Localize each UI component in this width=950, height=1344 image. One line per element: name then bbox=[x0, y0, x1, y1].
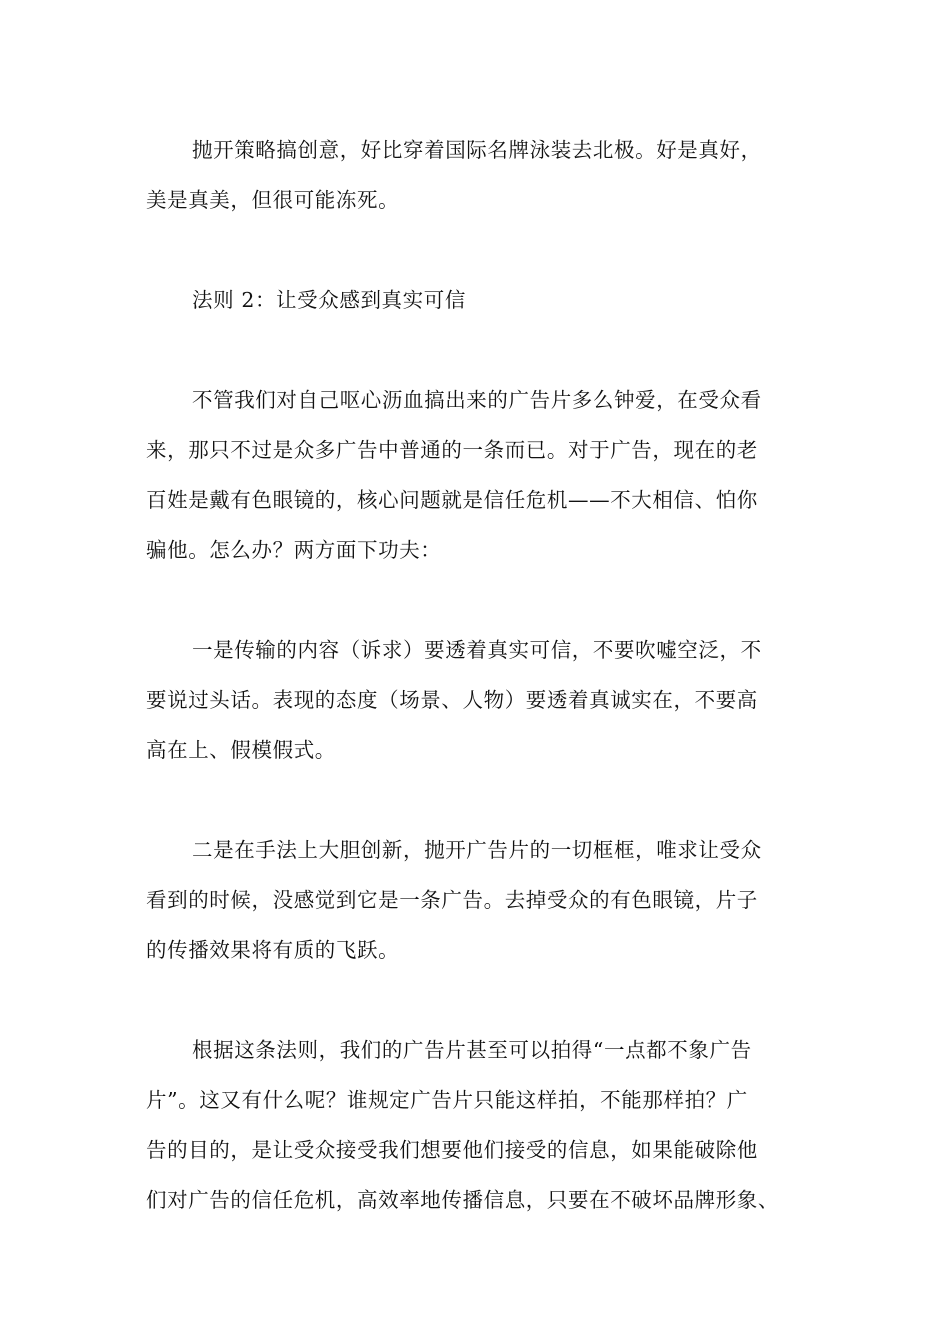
paragraph-point-two bbox=[146, 825, 816, 975]
text-line: 美是真美，但很可能冻死。 bbox=[146, 188, 400, 212]
paragraph-rule-heading bbox=[146, 275, 816, 325]
text-line: 片”。这又有什么呢？谁规定广告片只能这样拍，不能那样拍？广 bbox=[146, 1088, 748, 1112]
text-line: 不管我们对自己呕心沥血搞出来的广告片多么钟爱，在受众看 bbox=[192, 388, 762, 412]
paragraph-strategy bbox=[146, 125, 816, 225]
text-line: 告的目的，是让受众接受我们想要他们接受的信息，如果能破除他 bbox=[146, 1138, 758, 1162]
paragraph-point-one bbox=[146, 625, 816, 775]
text-line: 根据这条法则，我们的广告片甚至可以拍得“一点都不象广告 bbox=[192, 1038, 752, 1062]
text-line: 百姓是戴有色眼镜的，核心问题就是信任危机——不大相信、怕你 bbox=[146, 488, 758, 512]
paragraph-trust bbox=[146, 375, 816, 575]
text-line: 要说过头话。表现的态度（场景、人物）要透着真诚实在，不要高 bbox=[146, 688, 758, 712]
text-line: 二是在手法上大胆创新，抛开广告片的一切框框，唯求让受众 bbox=[192, 838, 762, 862]
text-line: 一是传输的内容（诉求）要透着真实可信，不要吹嘘空泛，不 bbox=[192, 638, 762, 662]
text-line: 看到的时候，没感觉到它是一条广告。去掉受众的有色眼镜，片子 bbox=[146, 888, 758, 912]
text-line: 们对广告的信任危机，高效率地传播信息，只要在不破坏品牌形象、 bbox=[146, 1188, 779, 1212]
text-line: 高在上、假模假式。 bbox=[146, 738, 336, 762]
rule-heading: 法则 2：让受众感到真实可信 bbox=[192, 288, 466, 312]
text-line: 抛开策略搞创意，好比穿着国际名牌泳装去北极。好是真好， bbox=[192, 138, 762, 162]
paragraph-conclusion bbox=[146, 1025, 816, 1225]
text-line: 来，那只不过是众多广告中普通的一条而已。对于广告，现在的老 bbox=[146, 438, 758, 462]
text-line: 的传播效果将有质的飞跃。 bbox=[146, 938, 400, 962]
text-line: 骗他。怎么办？两方面下功夫： bbox=[146, 538, 442, 562]
